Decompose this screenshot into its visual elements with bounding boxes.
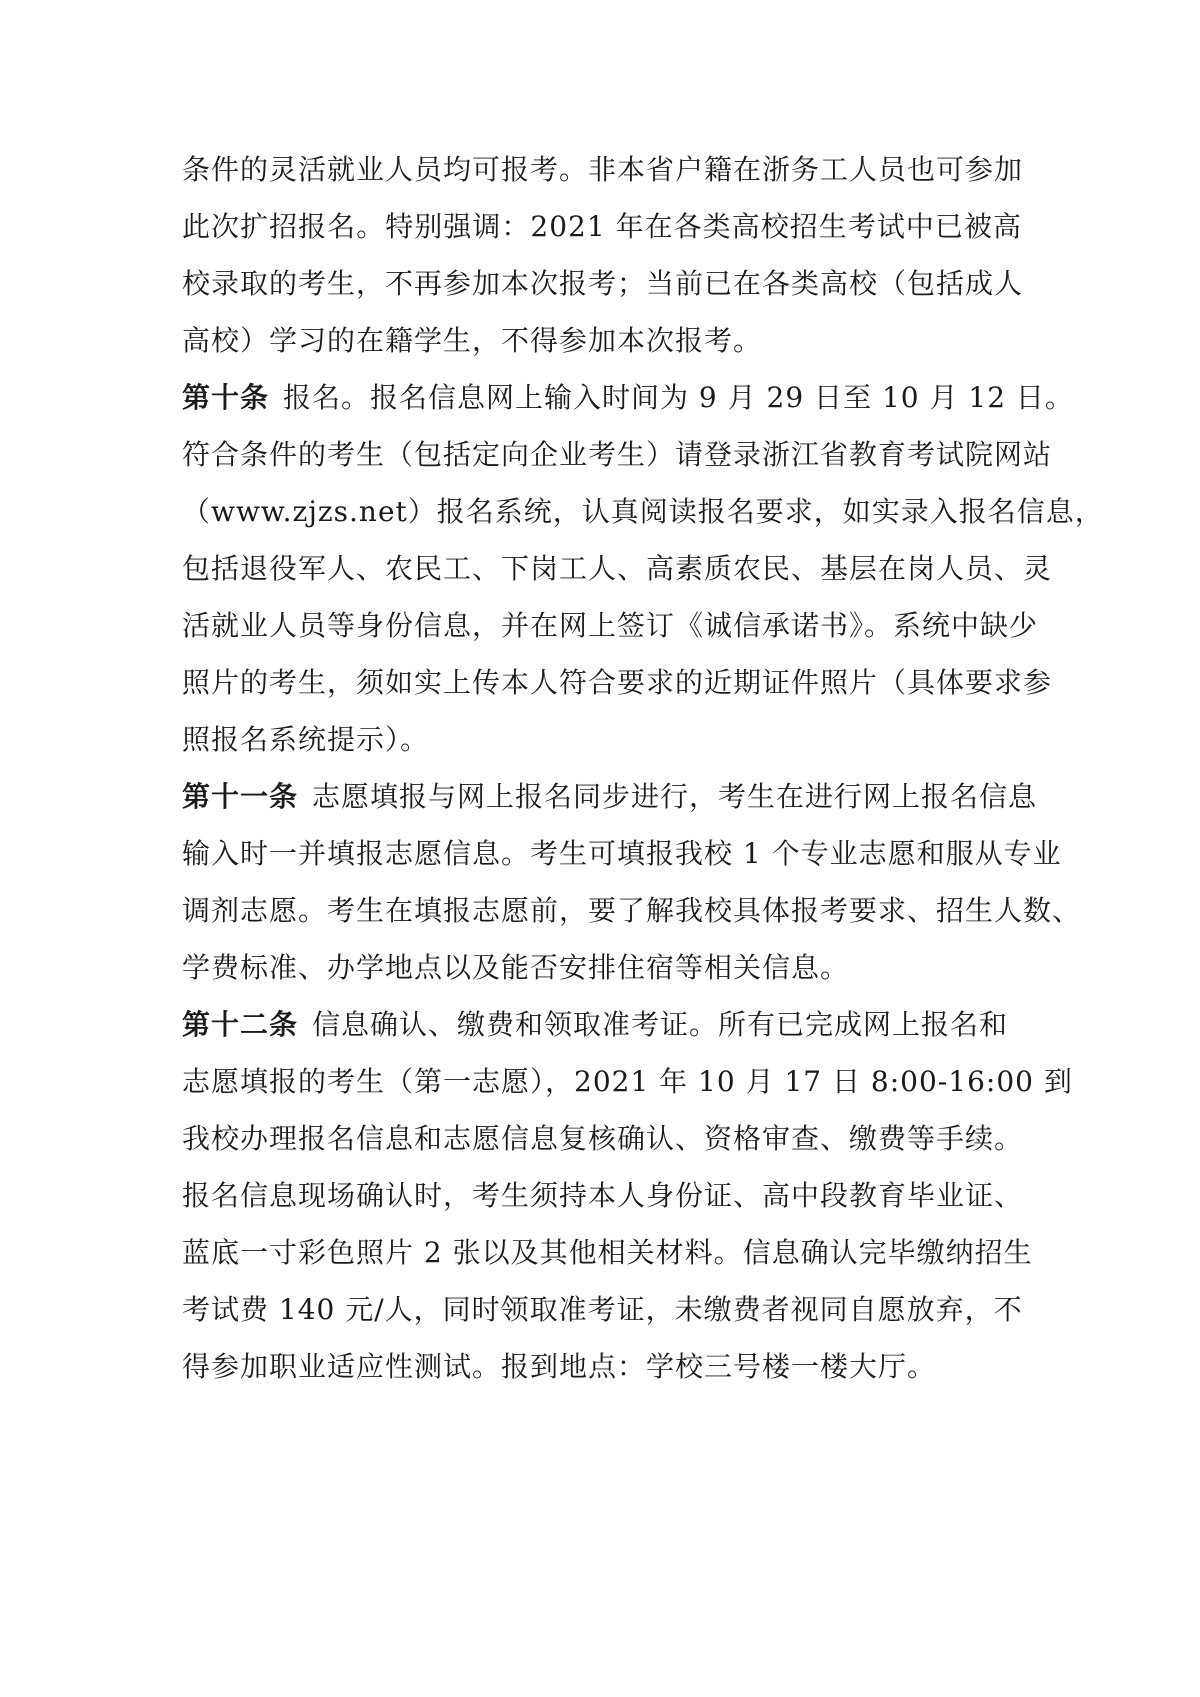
- text-line: 报名信息现场确认时，考生须持本人身份证、高中段教育毕业证、: [182, 1179, 1024, 1212]
- article-10-first-line: [182, 374, 1074, 422]
- text-line: 校录取的考生，不再参加本次报考；当前已在各类高校（包括成人: [182, 267, 1024, 300]
- text-line: 包括退役军人、农民工、下岗工人、高素质农民、基层在岗人员、灵: [182, 552, 1053, 585]
- text-line: 高校）学习的在籍学生，不得参加本次报考。: [182, 324, 763, 357]
- text-span: 志愿填报与网上报名同步进行，考生在进行网上报名信息: [312, 780, 1038, 813]
- article-11-first-line: [182, 773, 1038, 821]
- article-10-heading: 第十条: [182, 381, 270, 414]
- text-line: 活就业人员等身份信息，并在网上签订《诚信承诺书》。系统中缺少: [182, 609, 1039, 642]
- text-line: 得参加职业适应性测试。报到地点：学校三号楼一楼大厅。: [182, 1350, 937, 1383]
- text-line: 照片的考生，须如实上传本人符合要求的近期证件照片（具体要求参: [182, 666, 1053, 699]
- text-line: 照报名系统提示）。: [182, 723, 430, 756]
- text-line: 调剂志愿。考生在填报志愿前，要了解我校具体报考要求、招生人数、: [182, 894, 1082, 927]
- text-line: 志愿填报的考生（第一志愿），2021 年 10 月 17 日 8:00-16:00 到: [182, 1065, 1073, 1098]
- text-line: （www.zjzs.net）报名系统，认真阅读报名要求，如实录入报名信息，: [182, 495, 1104, 528]
- article-11-heading: 第十一条: [182, 780, 299, 813]
- text-span: 报名。报名信息网上输入时间为 9 月 29 日至 10 月 12 日。: [283, 381, 1074, 414]
- text-span: 信息确认、缴费和领取准考证。所有已完成网上报名和: [312, 1008, 1009, 1041]
- text-line: 条件的灵活就业人员均可报考。非本省户籍在浙务工人员也可参加: [182, 153, 1024, 186]
- article-12-first-line: [182, 1001, 1022, 1049]
- text-line: 输入时一并填报志愿信息。考生可填报我校 1 个专业志愿和服从专业: [182, 837, 1062, 870]
- text-line: 蓝底一寸彩色照片 2 张以及其他相关材料。信息确认完毕缴纳招生: [182, 1236, 1033, 1269]
- article-12-heading: 第十二条: [182, 1008, 299, 1041]
- text-line: 学费标准、办学地点以及能否安排住宿等相关信息。: [182, 951, 850, 984]
- text-line: 考试费 140 元/人，同时领取准考证，未缴费者视同自愿放弃，不: [182, 1293, 1023, 1326]
- text-line: 此次扩招报名。特别强调：2021 年在各类高校招生考试中已被高: [182, 210, 1022, 243]
- text-line: 符合条件的考生（包括定向企业考生）请登录浙江省教育考试院网站: [182, 438, 1053, 471]
- text-line: 我校办理报名信息和志愿信息复核确认、资格审查、缴费等手续。: [182, 1122, 1024, 1155]
